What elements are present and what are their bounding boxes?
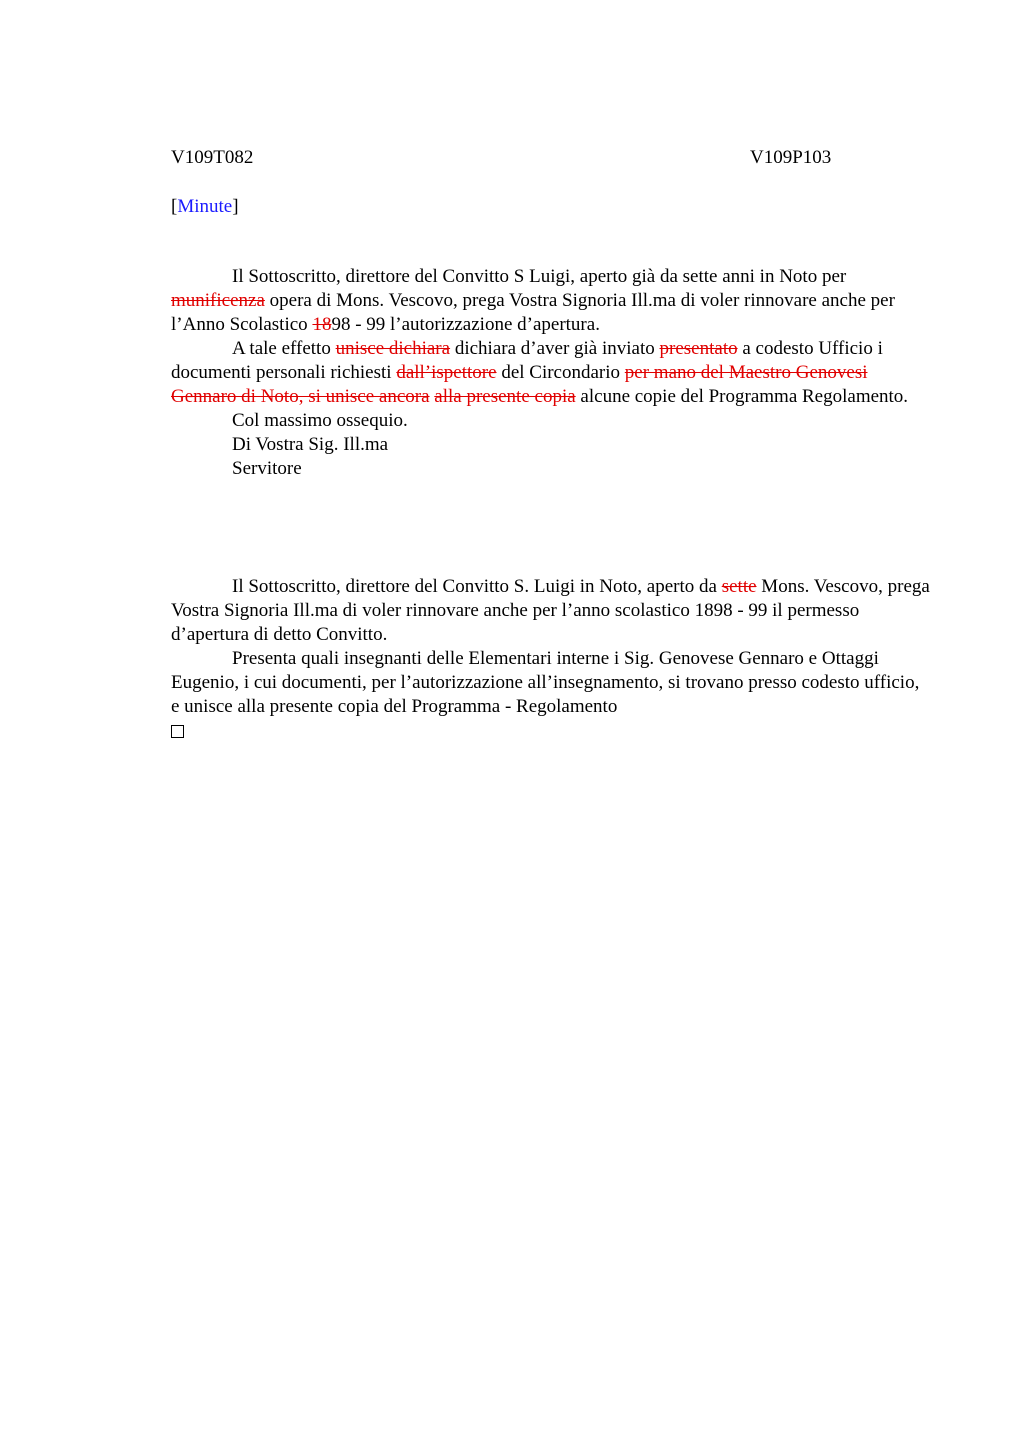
text-segment: dichiara d’aver già inviato — [450, 338, 660, 359]
text-segment: 98 - 99 l’autorizzazione d’apertura. — [331, 314, 600, 335]
deleted-text: sette — [721, 576, 757, 597]
draft-two — [171, 575, 931, 745]
text-segment: alcune copie del Programma Regolamento. — [575, 386, 909, 407]
minute-link[interactable]: Minute — [177, 196, 233, 217]
deleted-text: alla presente copia — [434, 386, 576, 407]
text-segment: a codesto Ufficio i documenti personali richiesti — [171, 338, 883, 383]
deleted-text: dall’ispettore — [396, 362, 497, 383]
deleted-text: munificenza — [171, 290, 265, 311]
text-segment: Presenta quali insegnanti delle Elementari interne i Sig. Genovese Gennaro e Ottaggi Eugenio, i cui documenti, per l’autorizzazione all’insegnamento, si trovano presso codesto ufficio, e unisce alla presente copia del Programma - Regolamento — [171, 648, 920, 717]
empty-square-icon — [171, 725, 184, 738]
end-marker — [171, 719, 931, 745]
closing-signature: Servitore — [232, 458, 302, 479]
minute-close-bracket: ] — [232, 196, 239, 217]
closing-addressee: Di Vostra Sig. Ill.ma — [232, 434, 389, 455]
draft-one — [171, 265, 931, 481]
minute-open-bracket: [ — [171, 196, 178, 217]
minute-heading — [171, 195, 239, 219]
deleted-text: presentato — [659, 338, 738, 359]
deleted-text: unisce dichiara — [335, 338, 451, 359]
text-segment: del Circondario — [496, 362, 625, 383]
deleted-text: per mano del Maestro Genovesi Gennaro di Noto, si unisce ancora — [171, 362, 868, 407]
text-segment: A tale effetto — [232, 338, 336, 359]
document-code-right: V109P103 — [750, 147, 832, 168]
text-segment: Mons. Vescovo, prega Vostra Signoria Ill.ma di voler rinnovare anche per l’anno scolastico 1898 - 99 il permesso d’apertura di detto Convitto. — [171, 576, 930, 645]
document-code-left: V109T082 — [171, 147, 254, 168]
text-segment: Il Sottoscritto, direttore del Convitto S Luigi, aperto già da sette anni in Noto per — [232, 266, 847, 287]
draft-one-paragraph-one — [171, 265, 931, 337]
deleted-text: 18 — [312, 314, 332, 335]
draft-two-paragraph-two — [171, 647, 931, 719]
draft-two-paragraph-one — [171, 575, 931, 647]
closing-salutation: Col massimo ossequio. — [232, 410, 408, 431]
text-segment: opera di Mons. Vescovo, prega Vostra Signoria Ill.ma di voler rinnovare anche per l’Anno Scolastico — [171, 290, 895, 335]
text-segment: Il Sottoscritto, direttore del Convitto S. Luigi in Noto, aperto da — [232, 576, 722, 597]
draft-one-paragraph-two — [171, 337, 931, 409]
